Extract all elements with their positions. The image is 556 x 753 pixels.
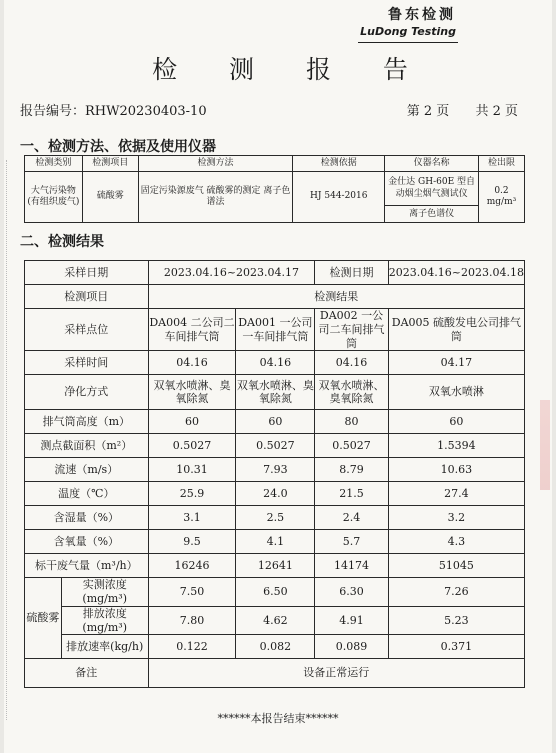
purify-row (25, 375, 525, 410)
sub-row-label: 排放速率(kg/h) (61, 635, 148, 659)
result-label: 检测结果 (148, 285, 524, 309)
method-basis: HJ 544-2016 (293, 172, 385, 223)
report-page (4, 0, 552, 753)
row-value: 0.122 (148, 635, 236, 659)
row-value: 12641 (236, 554, 315, 578)
row-value: 2.4 (315, 506, 388, 530)
row-label: 含湿量（%） (25, 506, 149, 530)
time-1: 04.16 (148, 351, 236, 375)
row-value: 6.30 (315, 578, 388, 607)
row-value: 6.50 (236, 578, 315, 607)
row-value: 4.3 (388, 530, 524, 554)
methods-header-row (25, 156, 525, 172)
methods-row (25, 172, 525, 206)
row-value: 27.4 (388, 482, 524, 506)
time-2: 04.16 (236, 351, 315, 375)
table-row (25, 482, 525, 506)
purify-2: 双氧水喷淋、臭氧除氮 (236, 375, 315, 410)
row-value: 0.082 (236, 635, 315, 659)
method-category: 大气污染物(有组织废气) (25, 172, 83, 223)
brand-name-cn: 鲁东检测 (388, 7, 456, 23)
report-number: 报告编号：RHW20230403-10 (20, 104, 207, 119)
row-label: 标干废气量（m³/h） (25, 554, 149, 578)
time-4: 04.17 (388, 351, 524, 375)
row-value: 60 (148, 410, 236, 434)
table-row (25, 458, 525, 482)
report-end-marker: ******本报告结束****** (217, 712, 339, 725)
table-row (25, 530, 525, 554)
row-value: 3.1 (148, 506, 236, 530)
method-instrument-1: 金仕达 GH-60E 型自动烟尘烟气测试仪 (385, 172, 479, 206)
row-value: 5.23 (388, 606, 524, 635)
header-item: 检测项目 (82, 156, 138, 172)
brand-name-en: LuDong Testing (360, 25, 456, 38)
purify-1: 双氧水喷淋、臭氧除氮 (148, 375, 236, 410)
page-indicator (385, 100, 518, 119)
row-value: 16246 (148, 554, 236, 578)
pollutant-row (25, 635, 525, 659)
row-value: 5.7 (315, 530, 388, 554)
sub-row-label: 实测浓度(mg/m³) (61, 578, 148, 607)
header-basis: 检测依据 (293, 156, 385, 172)
header-method: 检测方法 (138, 156, 293, 172)
purify-label: 净化方式 (25, 375, 149, 410)
pollutant-row (25, 578, 525, 607)
row-label: 含氧量（%） (25, 530, 149, 554)
row-value: 60 (388, 410, 524, 434)
row-value: 7.50 (148, 578, 236, 607)
table-row (25, 434, 525, 458)
row-label: 测点截面积（m²） (25, 434, 149, 458)
row-label: 温度（℃） (25, 482, 149, 506)
row-value: 21.5 (315, 482, 388, 506)
row-value: 24.0 (236, 482, 315, 506)
method-item: 硫酸雾 (82, 172, 138, 223)
row-value: 80 (315, 410, 388, 434)
section-results-title: 二、检测结果 (20, 234, 104, 250)
seal-edge (540, 400, 550, 490)
row-value: 4.91 (315, 606, 388, 635)
remark-row (25, 659, 525, 688)
row-value: 51045 (388, 554, 524, 578)
item-label: 检测项目 (25, 285, 149, 309)
row-value: 1.5394 (388, 434, 524, 458)
row-label: 流速（m/s） (25, 458, 149, 482)
sample-date-row (25, 261, 525, 285)
row-value: 60 (236, 410, 315, 434)
row-value: 2.5 (236, 506, 315, 530)
page-total: 共 2 页 (475, 104, 518, 119)
remark-value: 设备正常运行 (148, 659, 524, 688)
points-row (25, 309, 525, 351)
row-value: 10.31 (148, 458, 236, 482)
row-value: 0.5027 (315, 434, 388, 458)
row-value: 4.1 (236, 530, 315, 554)
brand-underline (358, 42, 458, 43)
method-name: 固定污染源废气 硫酸雾的测定 离子色谱法 (138, 172, 293, 223)
method-limit: 0.2 mg/m³ (478, 172, 524, 223)
pollutant-label: 硫酸雾 (25, 578, 62, 659)
row-value: 10.63 (388, 458, 524, 482)
table-row (25, 554, 525, 578)
row-value: 7.26 (388, 578, 524, 607)
table-row (25, 506, 525, 530)
binding-margin (6, 160, 11, 720)
methods-table (24, 155, 525, 223)
page-number: 第 2 页 (406, 104, 450, 119)
brand-header (352, 4, 456, 38)
time-row (25, 351, 525, 375)
row-value: 8.79 (315, 458, 388, 482)
results-table (24, 260, 525, 688)
row-value: 3.2 (388, 506, 524, 530)
row-value: 0.5027 (236, 434, 315, 458)
row-value: 0.5027 (148, 434, 236, 458)
row-value: 25.9 (148, 482, 236, 506)
method-instrument-2: 离子色谱仪 (385, 206, 479, 223)
row-label: 排气筒高度（m） (25, 410, 149, 434)
section-methods-title: 一、检测方法、依据及使用仪器 (20, 139, 216, 155)
row-value: 0.371 (388, 635, 524, 659)
document-title: 检 测 报 告 (152, 55, 430, 84)
pollutant-row (25, 606, 525, 635)
sub-row-label: 排放浓度(mg/m³) (61, 606, 148, 635)
point-3: DA002 一公司二车间排气筒 (315, 309, 388, 351)
row-value: 9.5 (148, 530, 236, 554)
test-date-label: 检测日期 (315, 261, 388, 285)
time-label: 采样时间 (25, 351, 149, 375)
row-value: 0.089 (315, 635, 388, 659)
row-value: 7.93 (236, 458, 315, 482)
row-value: 14174 (315, 554, 388, 578)
header-category: 检测类别 (25, 156, 83, 172)
point-4: DA005 硫酸发电公司排气筒 (388, 309, 524, 351)
purify-3: 双氧水喷淋、臭氧除氮 (315, 375, 388, 410)
row-value: 4.62 (236, 606, 315, 635)
header-limit: 检出限 (478, 156, 524, 172)
sample-date-value: 2023.04.16~2023.04.17 (148, 261, 315, 285)
report-meta (20, 100, 518, 119)
row-value: 7.80 (148, 606, 236, 635)
header-instrument: 仪器名称 (385, 156, 479, 172)
remark-label: 备注 (25, 659, 149, 688)
point-label: 采样点位 (25, 309, 149, 351)
sample-date-label: 采样日期 (25, 261, 149, 285)
point-2: DA001 一公司一车间排气筒 (236, 309, 315, 351)
time-3: 04.16 (315, 351, 388, 375)
test-date-value: 2023.04.16~2023.04.18 (388, 261, 524, 285)
table-row (25, 410, 525, 434)
point-1: DA004 二公司二车间排气筒 (148, 309, 236, 351)
purify-4: 双氧水喷淋 (388, 375, 524, 410)
result-header-row (25, 285, 525, 309)
